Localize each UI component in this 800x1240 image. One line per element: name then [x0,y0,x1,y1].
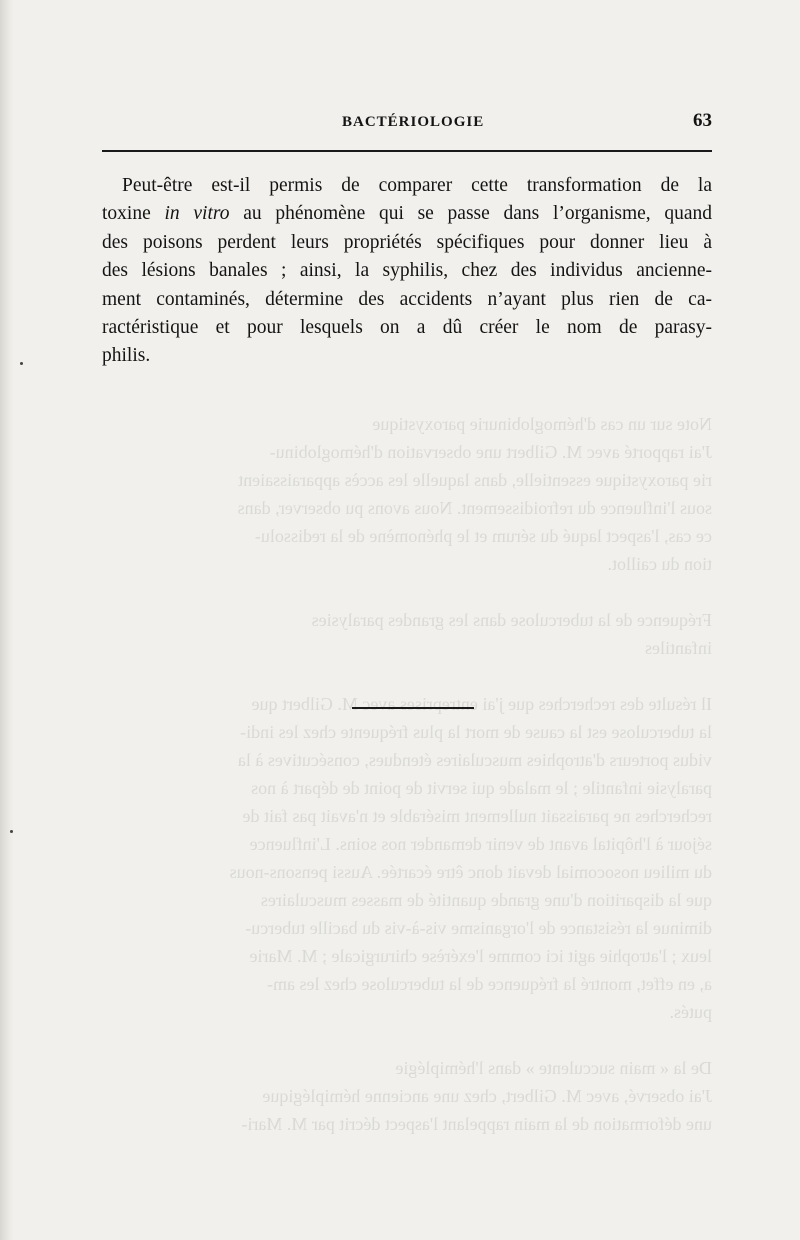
text-line: des poisons perdent leurs propriétés spécifiques pour donner lieu à [102,231,712,253]
header-rule [102,150,712,152]
text-line [102,200,712,228]
scan-edge-shadow [0,0,14,1240]
text-line: ractéristique et pour lesquels on a dû créer le nom de parasy- [102,317,712,339]
text-fragment: au phénomène qui se passe dans l’organisme, quand [243,203,712,225]
running-title: BACTÉRIOLOGIE [342,114,485,130]
running-header [102,108,712,140]
text-line: Peut-être est-il permis de comparer cette transformation de la [122,175,712,196]
scan-speck [20,362,23,365]
bleed-through-decoration: Note sur un cas d'hémoglobinurie paroxystique J'ai rapporté avec M. Gilbert une observation d'hémoglobinu- rie paroxystique essentielle, dans laquelle les accès apparaissaient sous l'influence du refroidissement. Nous avons pu observer, dans ce cas, l'aspect laqué du sérum et le phénomène de la redissolu- tion du caillot. Fréquence de la tuberculose dans les grandes paralysies infantiles Il résulte des recherches que j'ai entreprises avec M. Gilbert que la tuberculose est la cause de mort la plus fréquente chez les indi- vidus porteurs d'atrophies musculaires étendues, consécutives à la paralysie infantile ; le malade qui servit de point de départ à nos recherches ne paraissait nullement misérable et n'avait pas fait de séjour à l'hôpital avant de venir demander nos soins. L'influence du milieu nosocomial devait donc être écartée. Aussi pensons-nous que la disparition d'une grande quantité de masses musculaires diminue la résistance de l'organisme vis-à-vis du bacille tubercu- leux ; l'atrophie agit ici comme l'exérèse chirurgicale ; M. Marie a, en effet, montré la fréquence de la tuberculose chez les am- putés. De la « main succulente » dans l'hémiplégie J'ai observé, avec M. Gilbert, chez une ancienne hémiplégique une déformation de la main rappelant l'aspect décrit par M. Mari- [229,414,712,1134]
section-end-rule [352,707,474,709]
italic-phrase: in vitro [164,203,230,225]
text-line: des lésions banales ; ainsi, la syphilis, chez des individus ancienne- [102,260,712,282]
page-number: 63 [693,110,712,131]
scan-speck [10,830,13,833]
text-fragment: toxine [102,203,151,225]
body-paragraph [102,172,712,371]
text-line: philis. [102,345,151,367]
text-line: ment contaminés, détermine des accidents n’ayant plus rien de ca- [102,288,712,310]
